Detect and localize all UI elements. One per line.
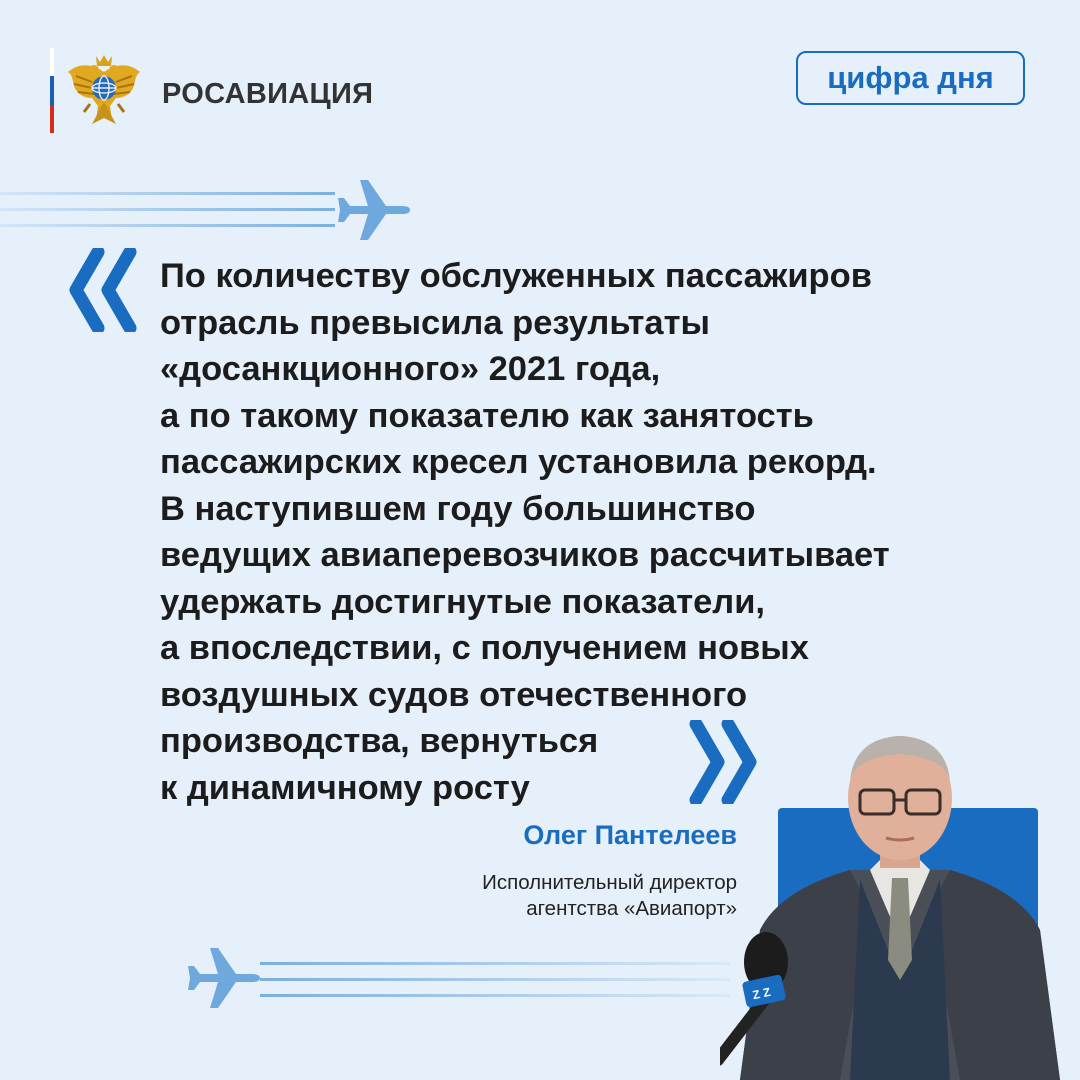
quote-line: а по такому показателю как занятость (160, 396, 814, 435)
svg-text:Z Z: Z Z (751, 984, 772, 1003)
quote-line: пассажирских кресел установила рекорд. (160, 443, 877, 481)
airplane-icon-bottom (188, 946, 262, 1010)
quote-line: к динамичному росту (160, 768, 530, 807)
speaker-role-line: Исполнительный директор (482, 871, 737, 894)
quote-line: отрасль превысила результаты (160, 303, 710, 342)
quote-line: «досанкционного» 2021 года, (160, 350, 661, 388)
speaker-name: Олег Пантелеев (523, 820, 737, 850)
speaker-role (482, 870, 737, 922)
guillemet-open-icon (64, 248, 138, 332)
airplane-icon (338, 178, 412, 242)
quote-line: По количеству обслуженных пассажиров (160, 257, 872, 295)
badge-label: цифра дня (827, 60, 994, 95)
org-name: РОСАВИАЦИЯ (162, 78, 374, 110)
speaker-photo (720, 730, 1080, 1080)
quote-line: ведущих авиаперевозчиков рассчитывает (160, 536, 890, 574)
speaker-role-line: агентства «Авиапорт» (526, 897, 737, 920)
quote-line: В наступившем году большинство (160, 489, 756, 528)
quote-line: воздушных судов отечественного (160, 675, 748, 714)
quote-line: производства, вернуться (160, 722, 599, 760)
quote-line: удержать достигнутые показатели, (160, 582, 766, 621)
quote-text (160, 253, 1040, 811)
quote-line: а впоследствии, с получением новых (160, 629, 809, 667)
